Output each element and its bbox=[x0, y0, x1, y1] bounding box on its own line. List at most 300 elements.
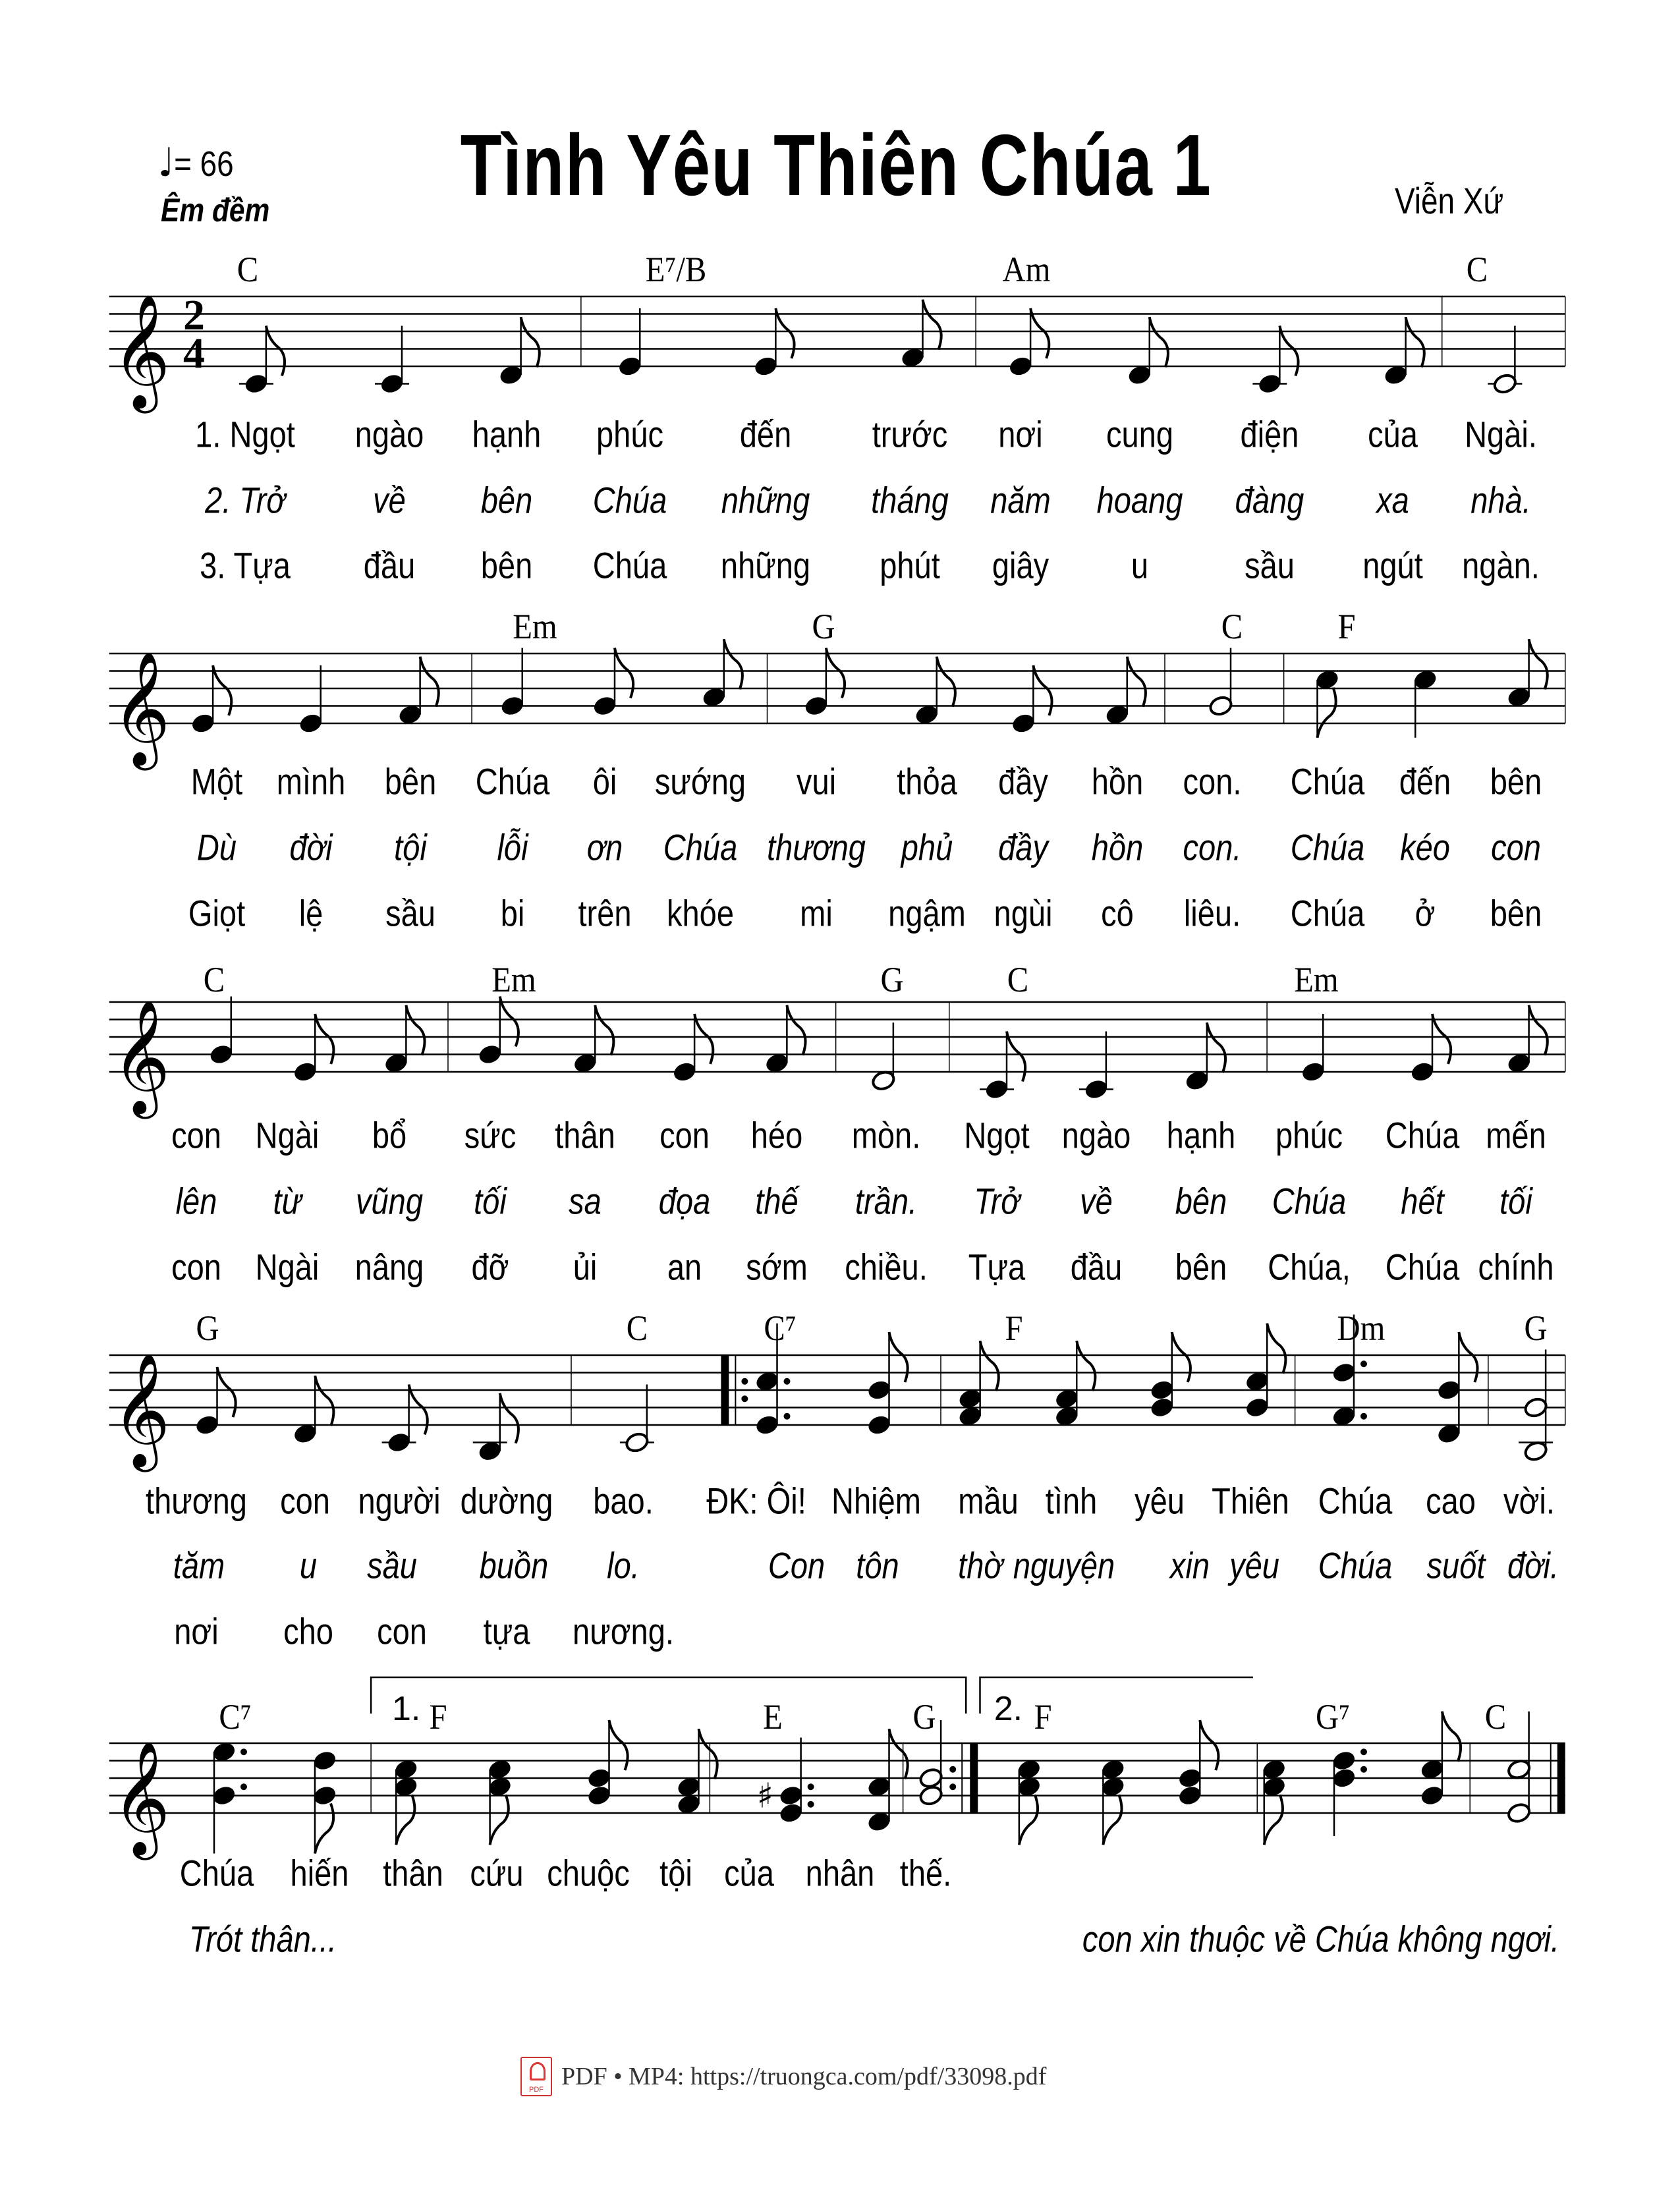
volta-bracket-1 bbox=[371, 1677, 966, 1714]
notehead bbox=[1104, 704, 1130, 726]
lyric-word: lên bbox=[175, 1180, 217, 1222]
chord-symbol: G bbox=[1524, 1308, 1548, 1348]
lyric-word: phúc bbox=[1275, 1114, 1343, 1156]
lyric-word: suốt bbox=[1426, 1544, 1486, 1586]
eighth-flag bbox=[500, 997, 518, 1047]
lyric-word: tình bbox=[1045, 1480, 1097, 1522]
lyric-word: mòn. bbox=[851, 1114, 921, 1156]
lyric-word: sầu bbox=[385, 892, 435, 934]
notehead bbox=[1523, 1396, 1549, 1418]
chord-symbol: F bbox=[1034, 1697, 1052, 1737]
notehead bbox=[211, 1784, 237, 1806]
notehead bbox=[866, 1379, 892, 1401]
lyric-word: nhân bbox=[805, 1852, 875, 1894]
augmentation-dot bbox=[240, 1783, 247, 1790]
lyric-word: héo bbox=[751, 1114, 803, 1156]
lyric-word: sướng bbox=[654, 760, 746, 802]
lyric-word: sầu bbox=[1245, 544, 1295, 586]
lyric-word: của bbox=[1368, 413, 1418, 455]
eighth-flag bbox=[1264, 1795, 1283, 1845]
lyric-word: hồn bbox=[1091, 826, 1143, 868]
lyric-word: khóe bbox=[666, 892, 734, 934]
lyric-word: Ngọt bbox=[964, 1114, 1030, 1156]
lyric-phrase: Trót thân... bbox=[188, 1918, 337, 1960]
eighth-flag bbox=[406, 1005, 424, 1055]
notehead bbox=[617, 355, 643, 377]
eighth-flag bbox=[1529, 1005, 1548, 1055]
notehead bbox=[1257, 372, 1283, 395]
notehead bbox=[957, 1405, 983, 1428]
lyric-word: liêu. bbox=[1184, 892, 1241, 934]
eighth-flag bbox=[1103, 1795, 1121, 1845]
augmentation-dot bbox=[240, 1748, 247, 1755]
lyric-word: cứu bbox=[470, 1852, 524, 1894]
notehead bbox=[1420, 1784, 1445, 1806]
footer-link[interactable] bbox=[520, 2057, 1046, 2096]
lyric-word: ngậm bbox=[887, 892, 966, 934]
composer: Viễn Xứ bbox=[1395, 180, 1504, 221]
lyric-word: trước bbox=[872, 413, 948, 455]
lyric-word: ngút bbox=[1362, 544, 1424, 586]
lyric-word: ở bbox=[1414, 892, 1436, 934]
lyric-word: bên bbox=[384, 760, 436, 802]
repeat-start-barline bbox=[721, 1355, 729, 1425]
lyric-word: tội bbox=[659, 1852, 693, 1894]
notehead bbox=[293, 1061, 318, 1083]
lyric-word: tôn bbox=[856, 1544, 900, 1586]
notehead bbox=[293, 1422, 318, 1445]
lyric-word: ngùi bbox=[994, 892, 1053, 934]
lyric-word: mầu bbox=[958, 1480, 1019, 1522]
lyric-word: Ngài bbox=[255, 1114, 319, 1156]
notehead bbox=[312, 1749, 338, 1772]
lyric-word: hoang bbox=[1096, 479, 1183, 521]
notehead bbox=[1383, 364, 1409, 386]
notehead bbox=[477, 1043, 503, 1065]
notehead bbox=[804, 694, 829, 717]
eighth-flag bbox=[1318, 688, 1336, 738]
notehead bbox=[573, 1052, 598, 1075]
lyric-word: thân bbox=[555, 1114, 616, 1156]
notehead bbox=[1413, 669, 1438, 691]
notehead bbox=[918, 1767, 944, 1789]
lyric-word: thế bbox=[755, 1180, 799, 1222]
chord-symbol: C bbox=[237, 250, 259, 289]
treble-clef-icon: 𝄞 bbox=[111, 294, 171, 408]
lyric-word: con bbox=[171, 1246, 221, 1288]
augmentation-dot bbox=[808, 1783, 814, 1790]
eighth-flag bbox=[420, 657, 439, 707]
notehead bbox=[1301, 1061, 1326, 1083]
eighth-flag bbox=[826, 648, 845, 698]
lyric-word: thỏa bbox=[896, 760, 957, 802]
lyric-word: Chúa bbox=[1290, 760, 1364, 802]
notehead bbox=[984, 1078, 1010, 1100]
notehead bbox=[1506, 686, 1532, 708]
lyric-word: giây bbox=[992, 544, 1050, 586]
notehead bbox=[672, 1061, 698, 1083]
eighth-flag bbox=[315, 1014, 333, 1064]
lyric-word: hạnh bbox=[472, 413, 542, 455]
chord-symbol: Am bbox=[1002, 250, 1051, 289]
notehead bbox=[499, 694, 525, 717]
notehead bbox=[1506, 1802, 1532, 1824]
lyric-word: yêu bbox=[1134, 1480, 1185, 1522]
notehead bbox=[393, 1775, 419, 1798]
lyric-word: Chúa bbox=[663, 826, 737, 868]
notehead bbox=[1436, 1422, 1462, 1445]
lyric-word: từ bbox=[273, 1180, 302, 1222]
expression-marking: Êm đềm bbox=[161, 192, 270, 229]
eighth-flag bbox=[315, 1804, 333, 1854]
lyric-word: bổ bbox=[372, 1114, 406, 1156]
augmentation-dot bbox=[784, 1413, 791, 1420]
lyric-word: đến bbox=[1399, 760, 1451, 802]
lyric-word: tối bbox=[473, 1180, 507, 1222]
repeat-dot bbox=[741, 1378, 748, 1385]
volta-label-2: 2. bbox=[994, 1690, 1023, 1728]
lyric-word: Chúa bbox=[1290, 826, 1364, 868]
lyric-word: thờ bbox=[957, 1544, 1003, 1586]
notehead bbox=[586, 1767, 612, 1789]
notehead bbox=[1017, 1758, 1042, 1781]
lyric-word: lo. bbox=[606, 1544, 640, 1586]
notehead bbox=[753, 355, 779, 377]
chord-symbol: C bbox=[626, 1308, 648, 1348]
lyric-word: đời bbox=[289, 826, 333, 868]
eighth-flag bbox=[1030, 308, 1049, 358]
lyric-word: cho bbox=[283, 1610, 333, 1652]
notehead bbox=[1245, 1396, 1270, 1418]
lyric-word: con bbox=[280, 1480, 331, 1522]
lyric-word: con bbox=[1491, 826, 1542, 868]
lyric-word: Chúa bbox=[1385, 1246, 1460, 1288]
chord-symbol: Em bbox=[491, 960, 536, 999]
lyric-word: cung bbox=[1106, 413, 1173, 455]
notehead bbox=[1008, 355, 1034, 377]
chord-symbol: C bbox=[1484, 1697, 1506, 1737]
eighth-flag bbox=[1019, 1795, 1038, 1845]
lyric-word: Nhiệm bbox=[831, 1480, 922, 1522]
lyric-word: những bbox=[721, 479, 810, 521]
notehead bbox=[1261, 1775, 1287, 1798]
chord-symbol: E bbox=[763, 1697, 783, 1737]
final-barline bbox=[1557, 1743, 1565, 1813]
lyric-word: u bbox=[299, 1544, 317, 1586]
chord-symbol: Em bbox=[513, 607, 557, 646]
eighth-flag bbox=[490, 1795, 509, 1845]
notehead bbox=[1506, 1052, 1532, 1075]
lyric-word: thương bbox=[145, 1480, 247, 1522]
lyric-word: về bbox=[1080, 1180, 1113, 1222]
treble-clef-icon: 𝄞 bbox=[111, 1741, 171, 1855]
lyric-word: Chúa bbox=[593, 479, 667, 521]
notehead bbox=[1523, 1440, 1549, 1463]
eighth-flag bbox=[699, 1729, 717, 1779]
pdf-icon-label: PDF bbox=[529, 2086, 544, 2094]
notehead bbox=[397, 704, 423, 726]
notehead bbox=[1084, 1078, 1109, 1100]
chord-symbol: C bbox=[1007, 960, 1029, 999]
notehead bbox=[1410, 1061, 1436, 1083]
augmentation-dot bbox=[1360, 1766, 1367, 1773]
notehead bbox=[1054, 1387, 1080, 1410]
repeat-dot bbox=[949, 1766, 956, 1773]
lyric-word: tội bbox=[393, 826, 427, 868]
augmentation-dot bbox=[808, 1801, 814, 1808]
notehead bbox=[592, 694, 618, 717]
lyric-word: đầy bbox=[998, 826, 1049, 868]
notehead bbox=[194, 1414, 220, 1436]
notehead bbox=[918, 1784, 944, 1806]
eighth-flag bbox=[1033, 665, 1051, 715]
notehead bbox=[1245, 1370, 1270, 1393]
lyric-word: xin bbox=[1170, 1544, 1210, 1586]
eighth-flag bbox=[1172, 1332, 1190, 1382]
lyric-word: hết bbox=[1401, 1180, 1444, 1222]
song-title: Tình Yêu Thiên Chúa 1 bbox=[460, 117, 1212, 213]
chord-symbol: G bbox=[811, 607, 835, 646]
lyric-word: Chúa, bbox=[1268, 1246, 1351, 1288]
lyric-word: ôi bbox=[592, 760, 617, 802]
lyric-word: bên bbox=[1175, 1246, 1227, 1288]
lyric-phrase: con xin thuộc về Chúa không ngơi. bbox=[1082, 1918, 1560, 1960]
notehead bbox=[393, 1758, 419, 1781]
lyric-word: sức bbox=[464, 1114, 517, 1156]
notehead bbox=[957, 1387, 983, 1410]
eighth-flag bbox=[787, 1005, 805, 1055]
lyric-word: bên bbox=[1490, 892, 1542, 934]
lyric-word: dường bbox=[460, 1480, 553, 1522]
lyric-word: phút bbox=[880, 544, 941, 586]
chord-symbol: C bbox=[1466, 250, 1488, 289]
lyric-word: ngàn. bbox=[1462, 544, 1540, 586]
lyric-word: ngào bbox=[354, 413, 424, 455]
eighth-flag bbox=[1442, 1712, 1461, 1762]
lyric-word: kéo bbox=[1400, 826, 1451, 868]
lyric-word: vui bbox=[796, 760, 836, 802]
lyric-word: ngào bbox=[1061, 1114, 1131, 1156]
lyric-word: Chúa bbox=[475, 760, 549, 802]
lyric-word: Tựa bbox=[968, 1246, 1026, 1288]
eighth-flag bbox=[775, 308, 794, 358]
lyric-word: cô bbox=[1100, 892, 1134, 934]
eighth-flag bbox=[937, 657, 955, 707]
notehead bbox=[676, 1793, 702, 1816]
lyric-word: thế. bbox=[899, 1852, 951, 1894]
lyric-word: cao bbox=[1425, 1480, 1476, 1522]
lyric-word: sầu bbox=[367, 1544, 417, 1586]
lyric-word: yêu bbox=[1229, 1544, 1279, 1586]
eighth-flag bbox=[521, 317, 540, 367]
eighth-flag bbox=[213, 665, 231, 715]
lyric-word: Chúa bbox=[593, 544, 667, 586]
notehead bbox=[1100, 1775, 1126, 1798]
eighth-flag bbox=[1200, 1720, 1218, 1770]
lyric-word: mến bbox=[1486, 1114, 1547, 1156]
notehead bbox=[211, 1741, 237, 1763]
lyric-word: Một bbox=[191, 760, 243, 802]
lyric-word: tựa bbox=[483, 1610, 530, 1652]
notehead bbox=[244, 372, 269, 395]
tempo-value: = 66 bbox=[174, 144, 234, 184]
lyric-word: xa bbox=[1376, 479, 1410, 521]
eighth-flag bbox=[1007, 1032, 1025, 1082]
notehead bbox=[1331, 1749, 1357, 1772]
chord-symbol: E⁷/B bbox=[646, 250, 707, 289]
lyric-word: sa bbox=[569, 1180, 602, 1222]
treble-clef-icon: 𝄞 bbox=[111, 999, 171, 1114]
lyric-word: lỗi bbox=[497, 826, 528, 868]
repeat-end-barline bbox=[970, 1743, 978, 1813]
lyric-word: mi bbox=[800, 892, 833, 934]
chord-symbol: G bbox=[880, 960, 904, 999]
lyric-word: điện bbox=[1240, 413, 1299, 455]
lyric-word: thương bbox=[766, 826, 866, 868]
lyric-word: Ngài. bbox=[1465, 413, 1537, 455]
lyric-word: Chúa bbox=[1385, 1114, 1460, 1156]
eighth-flag bbox=[217, 1367, 236, 1417]
notehead bbox=[1177, 1767, 1203, 1789]
time-signature-top: 2 bbox=[183, 291, 205, 339]
notehead bbox=[1149, 1379, 1175, 1401]
notehead bbox=[586, 1784, 612, 1806]
notehead bbox=[386, 1431, 412, 1453]
eighth-flag bbox=[615, 648, 633, 698]
lyric-word: Thiên bbox=[1211, 1480, 1289, 1522]
lyric-word: nơi bbox=[998, 413, 1043, 455]
notehead bbox=[866, 1775, 892, 1798]
eighth-flag bbox=[1279, 326, 1298, 376]
chord-symbol: F bbox=[429, 1697, 447, 1737]
notehead bbox=[754, 1370, 780, 1393]
lyric-word: tháng bbox=[871, 479, 949, 521]
lyric-word: ủi bbox=[573, 1246, 598, 1288]
lyric-word: của bbox=[723, 1852, 774, 1894]
notehead bbox=[1331, 1767, 1357, 1789]
lyric-word: hồn bbox=[1091, 760, 1143, 802]
eighth-flag bbox=[694, 1014, 713, 1064]
lyric-word: tối bbox=[1499, 1180, 1533, 1222]
lyric-word: con bbox=[376, 1610, 427, 1652]
notehead bbox=[1054, 1405, 1080, 1428]
lyric-word: ĐK: Ôi! bbox=[706, 1480, 806, 1522]
lyric-word: chuộc bbox=[546, 1852, 630, 1894]
time-signature-bottom: 4 bbox=[183, 329, 205, 377]
eighth-flag bbox=[1127, 657, 1146, 707]
eighth-flag bbox=[396, 1795, 414, 1845]
pdf-icon bbox=[520, 2057, 552, 2096]
lyric-word: Giọt bbox=[188, 892, 246, 934]
lyric-word: người bbox=[358, 1480, 441, 1522]
lyric-word: về bbox=[372, 479, 406, 521]
lyric-word: đời. bbox=[1507, 1544, 1559, 1586]
chord-symbol: C bbox=[203, 960, 225, 999]
notehead bbox=[208, 1043, 234, 1065]
eighth-flag bbox=[595, 1005, 613, 1055]
lyric-word: Trở bbox=[974, 1180, 1020, 1222]
notehead bbox=[1331, 1405, 1357, 1428]
chord-symbol: C⁷ bbox=[219, 1697, 252, 1737]
treble-clef-icon: 𝄞 bbox=[111, 1353, 171, 1467]
lyric-word: con bbox=[659, 1114, 710, 1156]
eighth-flag bbox=[609, 1720, 628, 1770]
notehead bbox=[1017, 1775, 1042, 1798]
lyric-word: an bbox=[667, 1246, 702, 1288]
augmentation-dot bbox=[1360, 1360, 1367, 1367]
lyric-word: Chúa bbox=[1318, 1544, 1393, 1586]
notehead bbox=[676, 1775, 702, 1798]
augmentation-dot bbox=[784, 1378, 791, 1385]
chord-symbol: G bbox=[912, 1697, 936, 1737]
eighth-flag bbox=[1406, 317, 1424, 367]
footer-text: PDF • MP4: https://truongca.com/pdf/33098.pdf bbox=[561, 2063, 1047, 2090]
eighth-flag bbox=[889, 1729, 908, 1779]
lyric-word: mình bbox=[276, 760, 346, 802]
lyric-word: hạnh bbox=[1166, 1114, 1236, 1156]
notehead bbox=[298, 712, 323, 735]
notehead bbox=[379, 372, 405, 395]
eighth-flag bbox=[409, 1385, 428, 1435]
lyric-word: Dù bbox=[197, 826, 237, 868]
eighth-flag bbox=[1529, 639, 1548, 689]
lyric-word: Chúa bbox=[180, 1852, 254, 1894]
lyric-word: hiến bbox=[290, 1852, 349, 1894]
augmentation-dot bbox=[1360, 1413, 1367, 1420]
lyric-word: buồn bbox=[479, 1544, 549, 1586]
eighth-flag bbox=[1207, 1022, 1225, 1073]
lyric-word: lệ bbox=[298, 892, 323, 934]
notehead bbox=[1127, 364, 1152, 386]
lyric-word: bên bbox=[481, 479, 533, 521]
eighth-flag bbox=[1459, 1332, 1477, 1382]
notehead bbox=[487, 1775, 513, 1798]
eighth-flag bbox=[1432, 1014, 1451, 1064]
lyric-word: đầu bbox=[363, 544, 415, 586]
eighth-flag bbox=[266, 326, 285, 376]
lyric-word: đọa bbox=[658, 1180, 711, 1222]
notehead bbox=[383, 1052, 409, 1075]
lyric-word: phủ bbox=[901, 826, 953, 868]
lyric-word: chính bbox=[1478, 1246, 1554, 1288]
lyric-word: 3. Tựa bbox=[199, 544, 291, 586]
notehead bbox=[1314, 669, 1340, 691]
lyric-word: u bbox=[1131, 544, 1148, 586]
notehead bbox=[1420, 1758, 1445, 1781]
notehead bbox=[312, 1784, 338, 1806]
lyric-word: năm bbox=[990, 479, 1051, 521]
notehead bbox=[1506, 1758, 1532, 1781]
chord-symbol: C⁷ bbox=[763, 1308, 797, 1348]
notehead bbox=[477, 1440, 503, 1463]
lyric-word: đến bbox=[740, 413, 792, 455]
lyric-word: Chúa bbox=[1272, 1180, 1347, 1222]
repeat-dot bbox=[949, 1783, 956, 1790]
notehead bbox=[1177, 1784, 1203, 1806]
notehead bbox=[1185, 1069, 1210, 1092]
notehead bbox=[778, 1784, 804, 1806]
eighth-flag bbox=[1267, 1324, 1285, 1374]
notehead bbox=[1011, 712, 1036, 735]
notehead bbox=[866, 1810, 892, 1833]
eighth-flag bbox=[1150, 317, 1168, 367]
chord-symbol: G⁷ bbox=[1315, 1697, 1351, 1737]
chord-symbol: Em bbox=[1293, 960, 1339, 999]
eighth-flag bbox=[724, 639, 742, 689]
lyric-word: đỡ bbox=[471, 1246, 509, 1288]
lyric-word: tăm bbox=[173, 1544, 225, 1586]
lyric-word: phúc bbox=[596, 413, 664, 455]
